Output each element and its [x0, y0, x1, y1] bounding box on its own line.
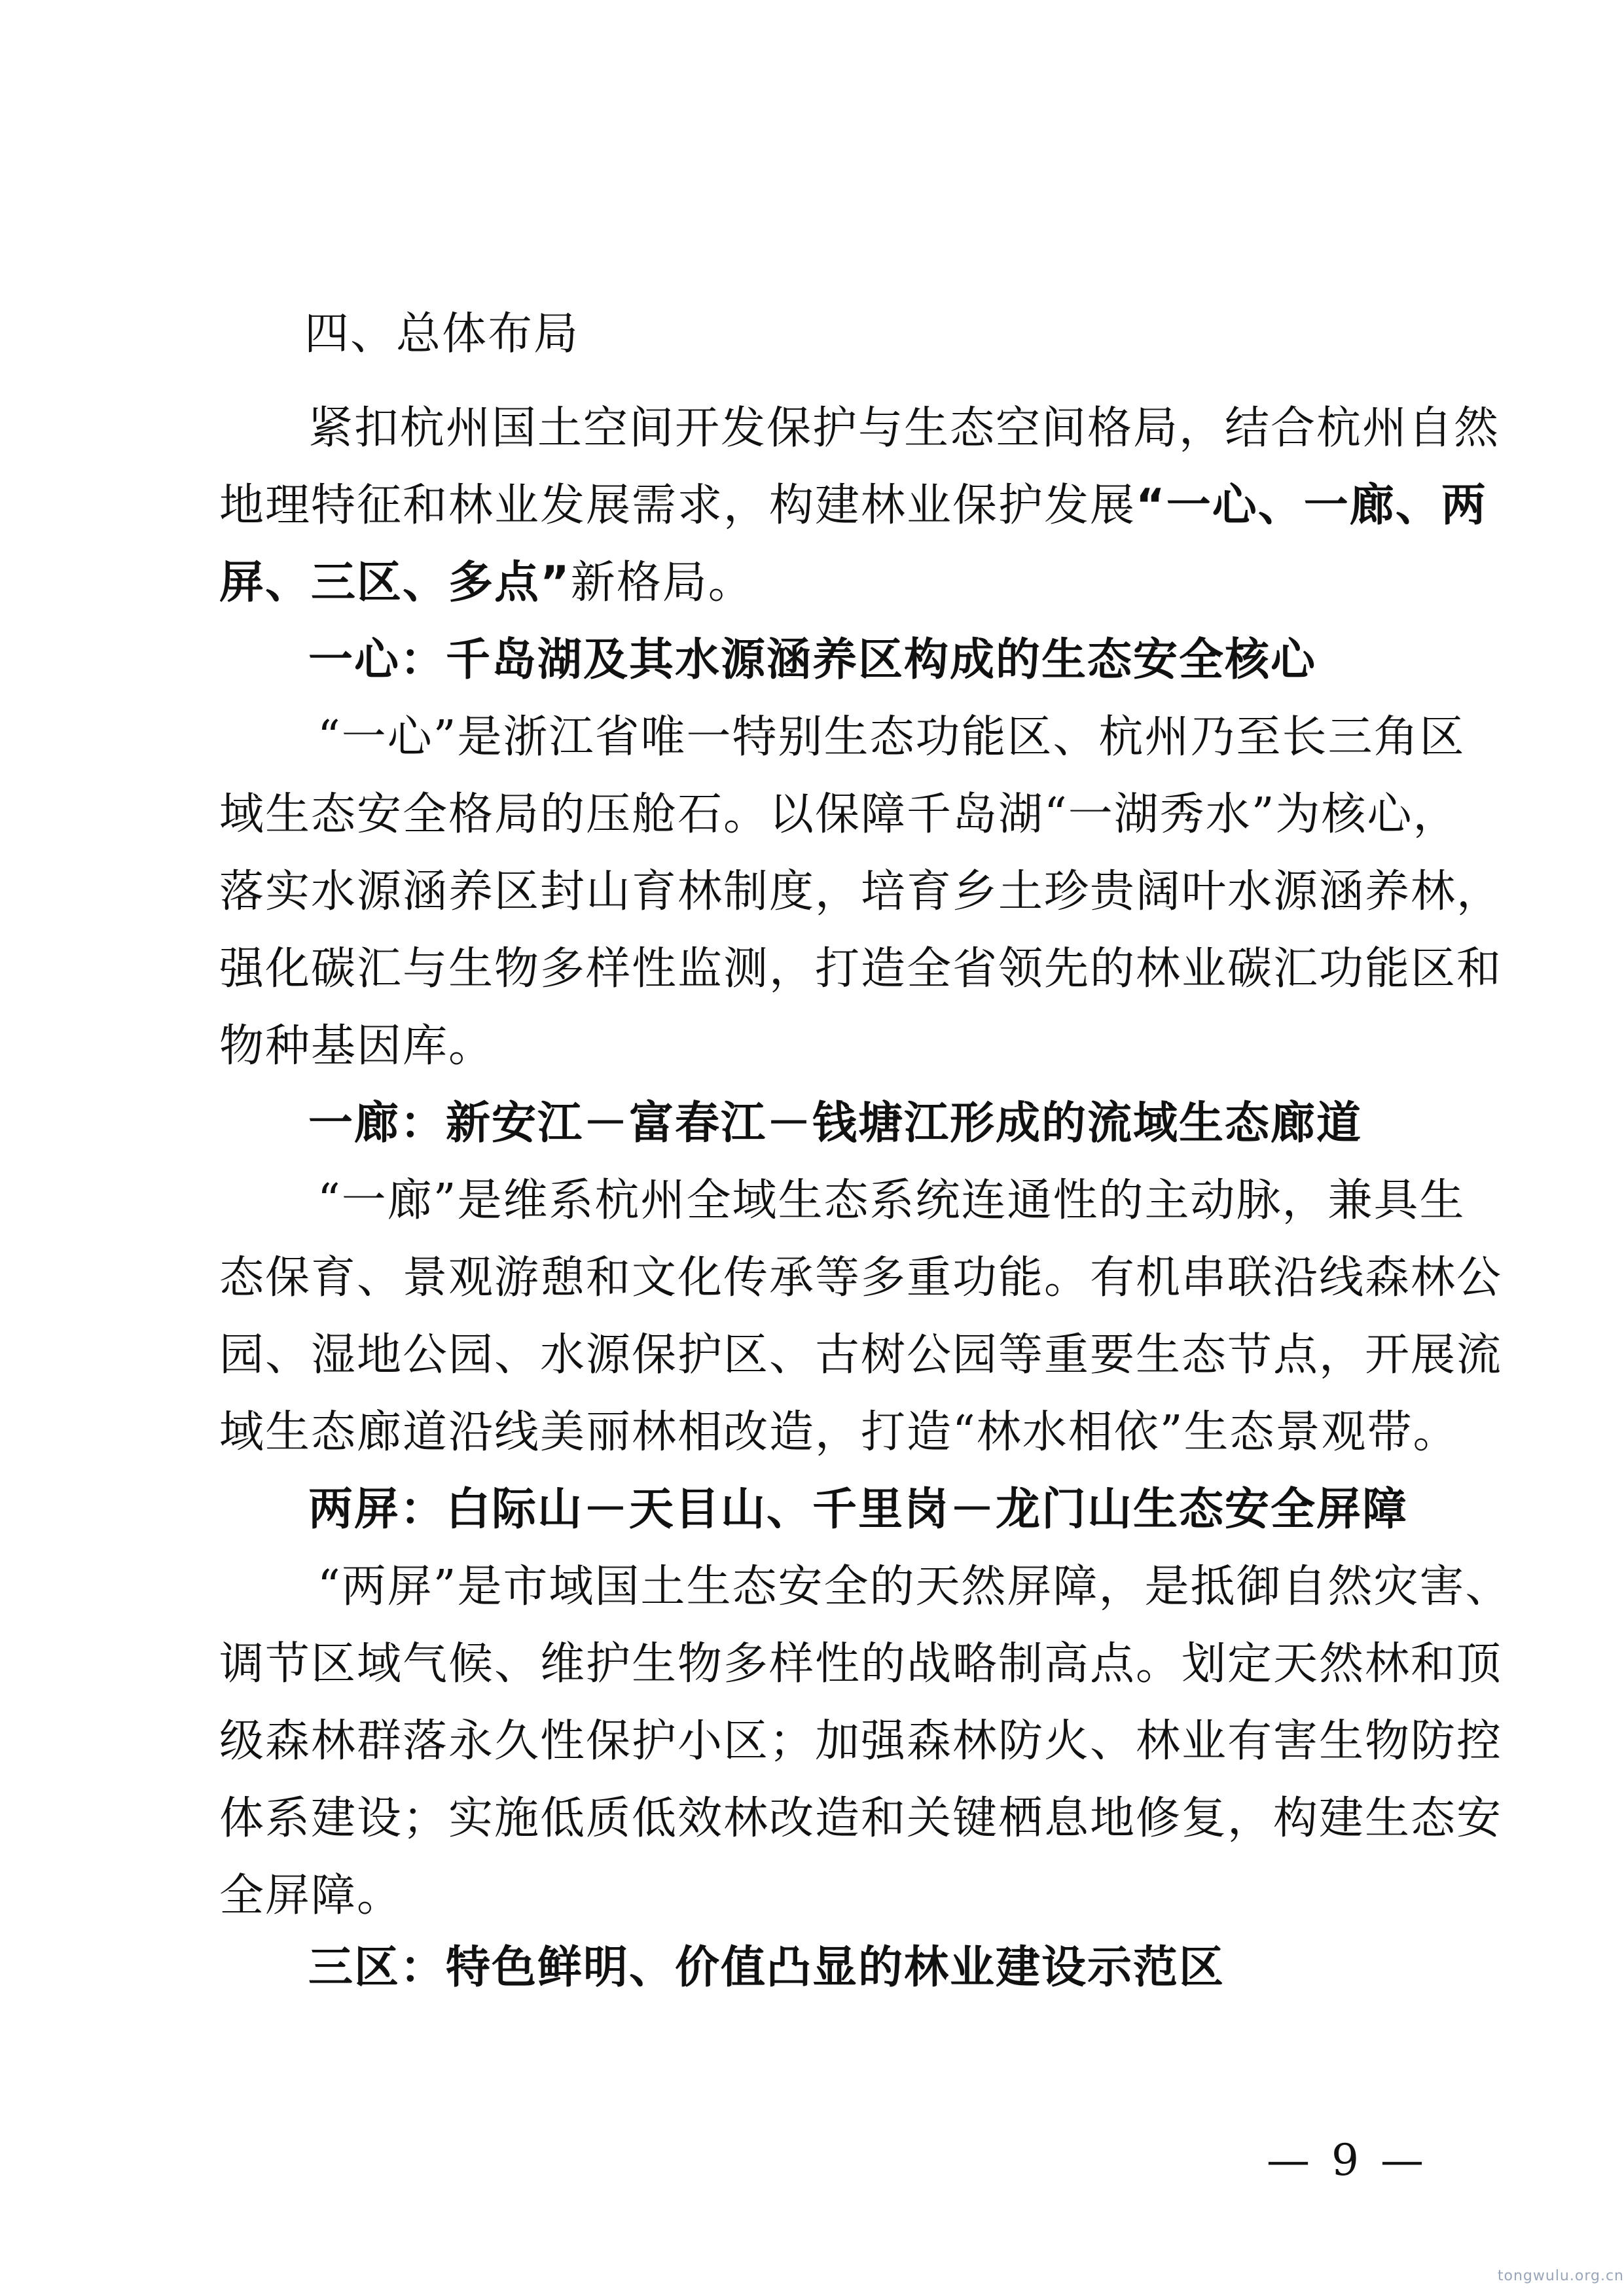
paragraph-line: 域生态安全格局的压舱石。以保障千岛湖“一湖秀水”为核心，	[219, 789, 1459, 840]
paragraph-line: 体系建设；实施低质低效林改造和关键栖息地修复，构建生态安	[219, 1793, 1503, 1844]
paragraph-line: 调节区域气候、维护生物多样性的战略制高点。划定天然林和顶	[219, 1638, 1503, 1690]
paragraph-line: 物种基因库。	[219, 1020, 495, 1072]
section-heading	[219, 296, 1424, 373]
watermark-text: tongwulu.org.cn	[1497, 2268, 1624, 2284]
paragraph-line: 级森林群落永久性保护小区；加强森林防火、林业有害生物防控	[219, 1715, 1503, 1767]
paragraph-line: 强化碳汇与生物多样性监测，打造全省领先的林业碳汇功能区和	[219, 943, 1503, 995]
paragraph-line	[219, 467, 1487, 545]
paragraph-line-emphasis: “一心、一廊、两	[1136, 480, 1487, 531]
paragraph-line: “两屏”是市域国土生态安全的天然屏障，是抵御自然灾害、	[317, 1561, 1511, 1613]
paragraph-line: “一心”是浙江省唯一特别生态功能区、杭州乃至长三角区	[317, 711, 1466, 763]
subsection-yixin	[219, 622, 1503, 1085]
subsection-title: 一廊：新安江－富春江－钱塘江形成的流域生态廊道	[308, 1098, 1363, 1149]
subsection-title: 三区：特色鲜明、价值凸显的林业建设示范区	[308, 1942, 1225, 1994]
subsection-liangping	[219, 1471, 1511, 1935]
paragraph-line-text: 地理特征和林业发展需求，构建林业保护发展	[219, 480, 1136, 531]
paragraph-line: 域生态廊道沿线美丽林相改造，打造“林水相依”生态景观带。	[219, 1407, 1459, 1458]
paragraph-line: “一廊”是维系杭州全域生态系统连通性的主动脉，兼具生	[317, 1175, 1466, 1227]
subsection-title: 一心：千岛湖及其水源涵养区构成的生态安全核心	[308, 634, 1317, 686]
subsection-sanqu	[219, 1929, 1424, 2007]
subsection-yilang	[219, 1085, 1503, 1471]
paragraph-line: 园、湿地公园、水源保护区、古树公园等重要生态节点，开展流	[219, 1329, 1503, 1381]
paragraph-line: 态保育、景观游憩和文化传承等多重功能。有机串联沿线森林公	[219, 1252, 1503, 1304]
paragraph-line	[219, 545, 1424, 622]
subsection-title: 两屏：白际山－天目山、千里岗－龙门山生态安全屏障	[308, 1484, 1409, 1535]
intro-paragraph	[219, 390, 1500, 622]
section-heading-text: 四、总体布局	[304, 308, 580, 360]
paragraph-line: 紧扣杭州国土空间开发保护与生态空间格局，结合杭州自然	[308, 403, 1500, 454]
paragraph-line-emphasis: 屏、三区、多点”	[219, 557, 571, 609]
paragraph-line: 全屏障。	[219, 1870, 403, 1922]
paragraph-line-text: 新格局。	[570, 557, 754, 609]
paragraph-line: 落实水源涵养区封山育林制度，培育乡土珍贵阔叶水源涵养林，	[219, 866, 1503, 918]
page-number: — 9 —	[1267, 2135, 1428, 2185]
